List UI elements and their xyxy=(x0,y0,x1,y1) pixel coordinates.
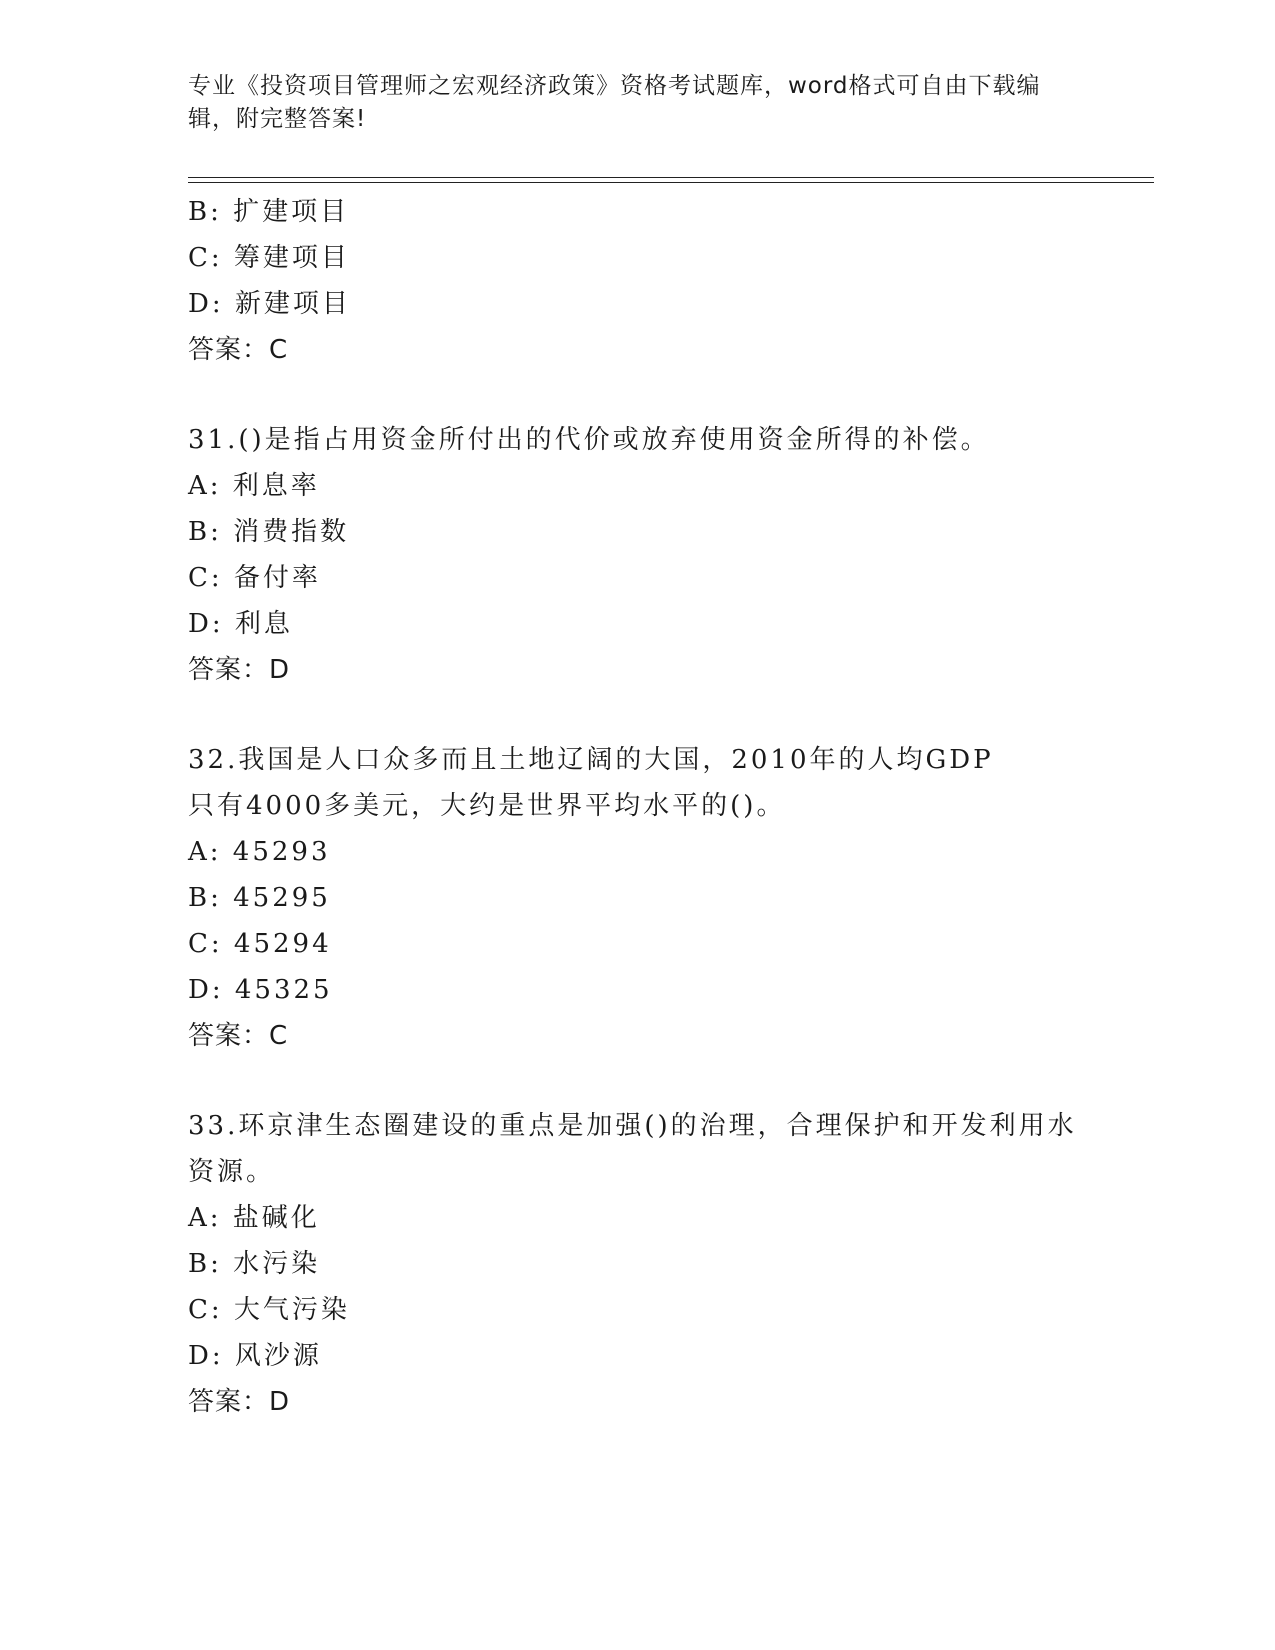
option-c: C: 45294 xyxy=(188,929,332,959)
answer: 答案：C xyxy=(188,1021,289,1051)
question-30-continued xyxy=(188,189,1088,373)
option-b: B: 扩建项目 xyxy=(188,197,350,227)
option-d: D: 利息 xyxy=(188,609,293,639)
option-b: B: 消费指数 xyxy=(188,517,350,547)
answer: 答案：D xyxy=(188,1387,291,1417)
option-b: B: 45295 xyxy=(188,883,331,913)
question-31 xyxy=(188,417,1088,693)
option-a: A: 盐碱化 xyxy=(188,1203,320,1233)
option-c: C: 大气污染 xyxy=(188,1295,350,1325)
option-a: A: 45293 xyxy=(188,837,331,867)
question-text: 33.环京津生态圈建设的重点是加强()的治理，合理保护和开发利用水资源。 xyxy=(188,1111,1077,1187)
option-d: D: 新建项目 xyxy=(188,289,351,319)
option-a: A: 利息率 xyxy=(188,471,320,501)
question-text: 31.()是指占用资金所付出的代价或放弃使用资金所得的补偿。 xyxy=(188,425,990,455)
option-d: D: 风沙源 xyxy=(188,1341,322,1371)
question-32 xyxy=(188,737,1088,1059)
header-rule-top xyxy=(188,177,1154,178)
answer: 答案：D xyxy=(188,655,291,685)
option-b: B: 水污染 xyxy=(188,1249,321,1279)
option-d: D: 45325 xyxy=(188,975,333,1005)
page-header: 专业《投资项目管理师之宏观经济政策》资格考试题库，word格式可自由下载编辑，附完整答案! xyxy=(188,73,1041,132)
header-rule-bottom xyxy=(188,182,1154,183)
option-c: C: 备付率 xyxy=(188,563,321,593)
question-text: 32.我国是人口众多而且土地辽阔的大国，2010年的人均GDP只有4000多美元，大约是世界平均水平的()。 xyxy=(188,745,994,821)
answer: 答案：C xyxy=(188,335,289,365)
option-c: C: 筹建项目 xyxy=(188,243,350,273)
question-list xyxy=(188,189,1088,1425)
question-33 xyxy=(188,1103,1088,1425)
